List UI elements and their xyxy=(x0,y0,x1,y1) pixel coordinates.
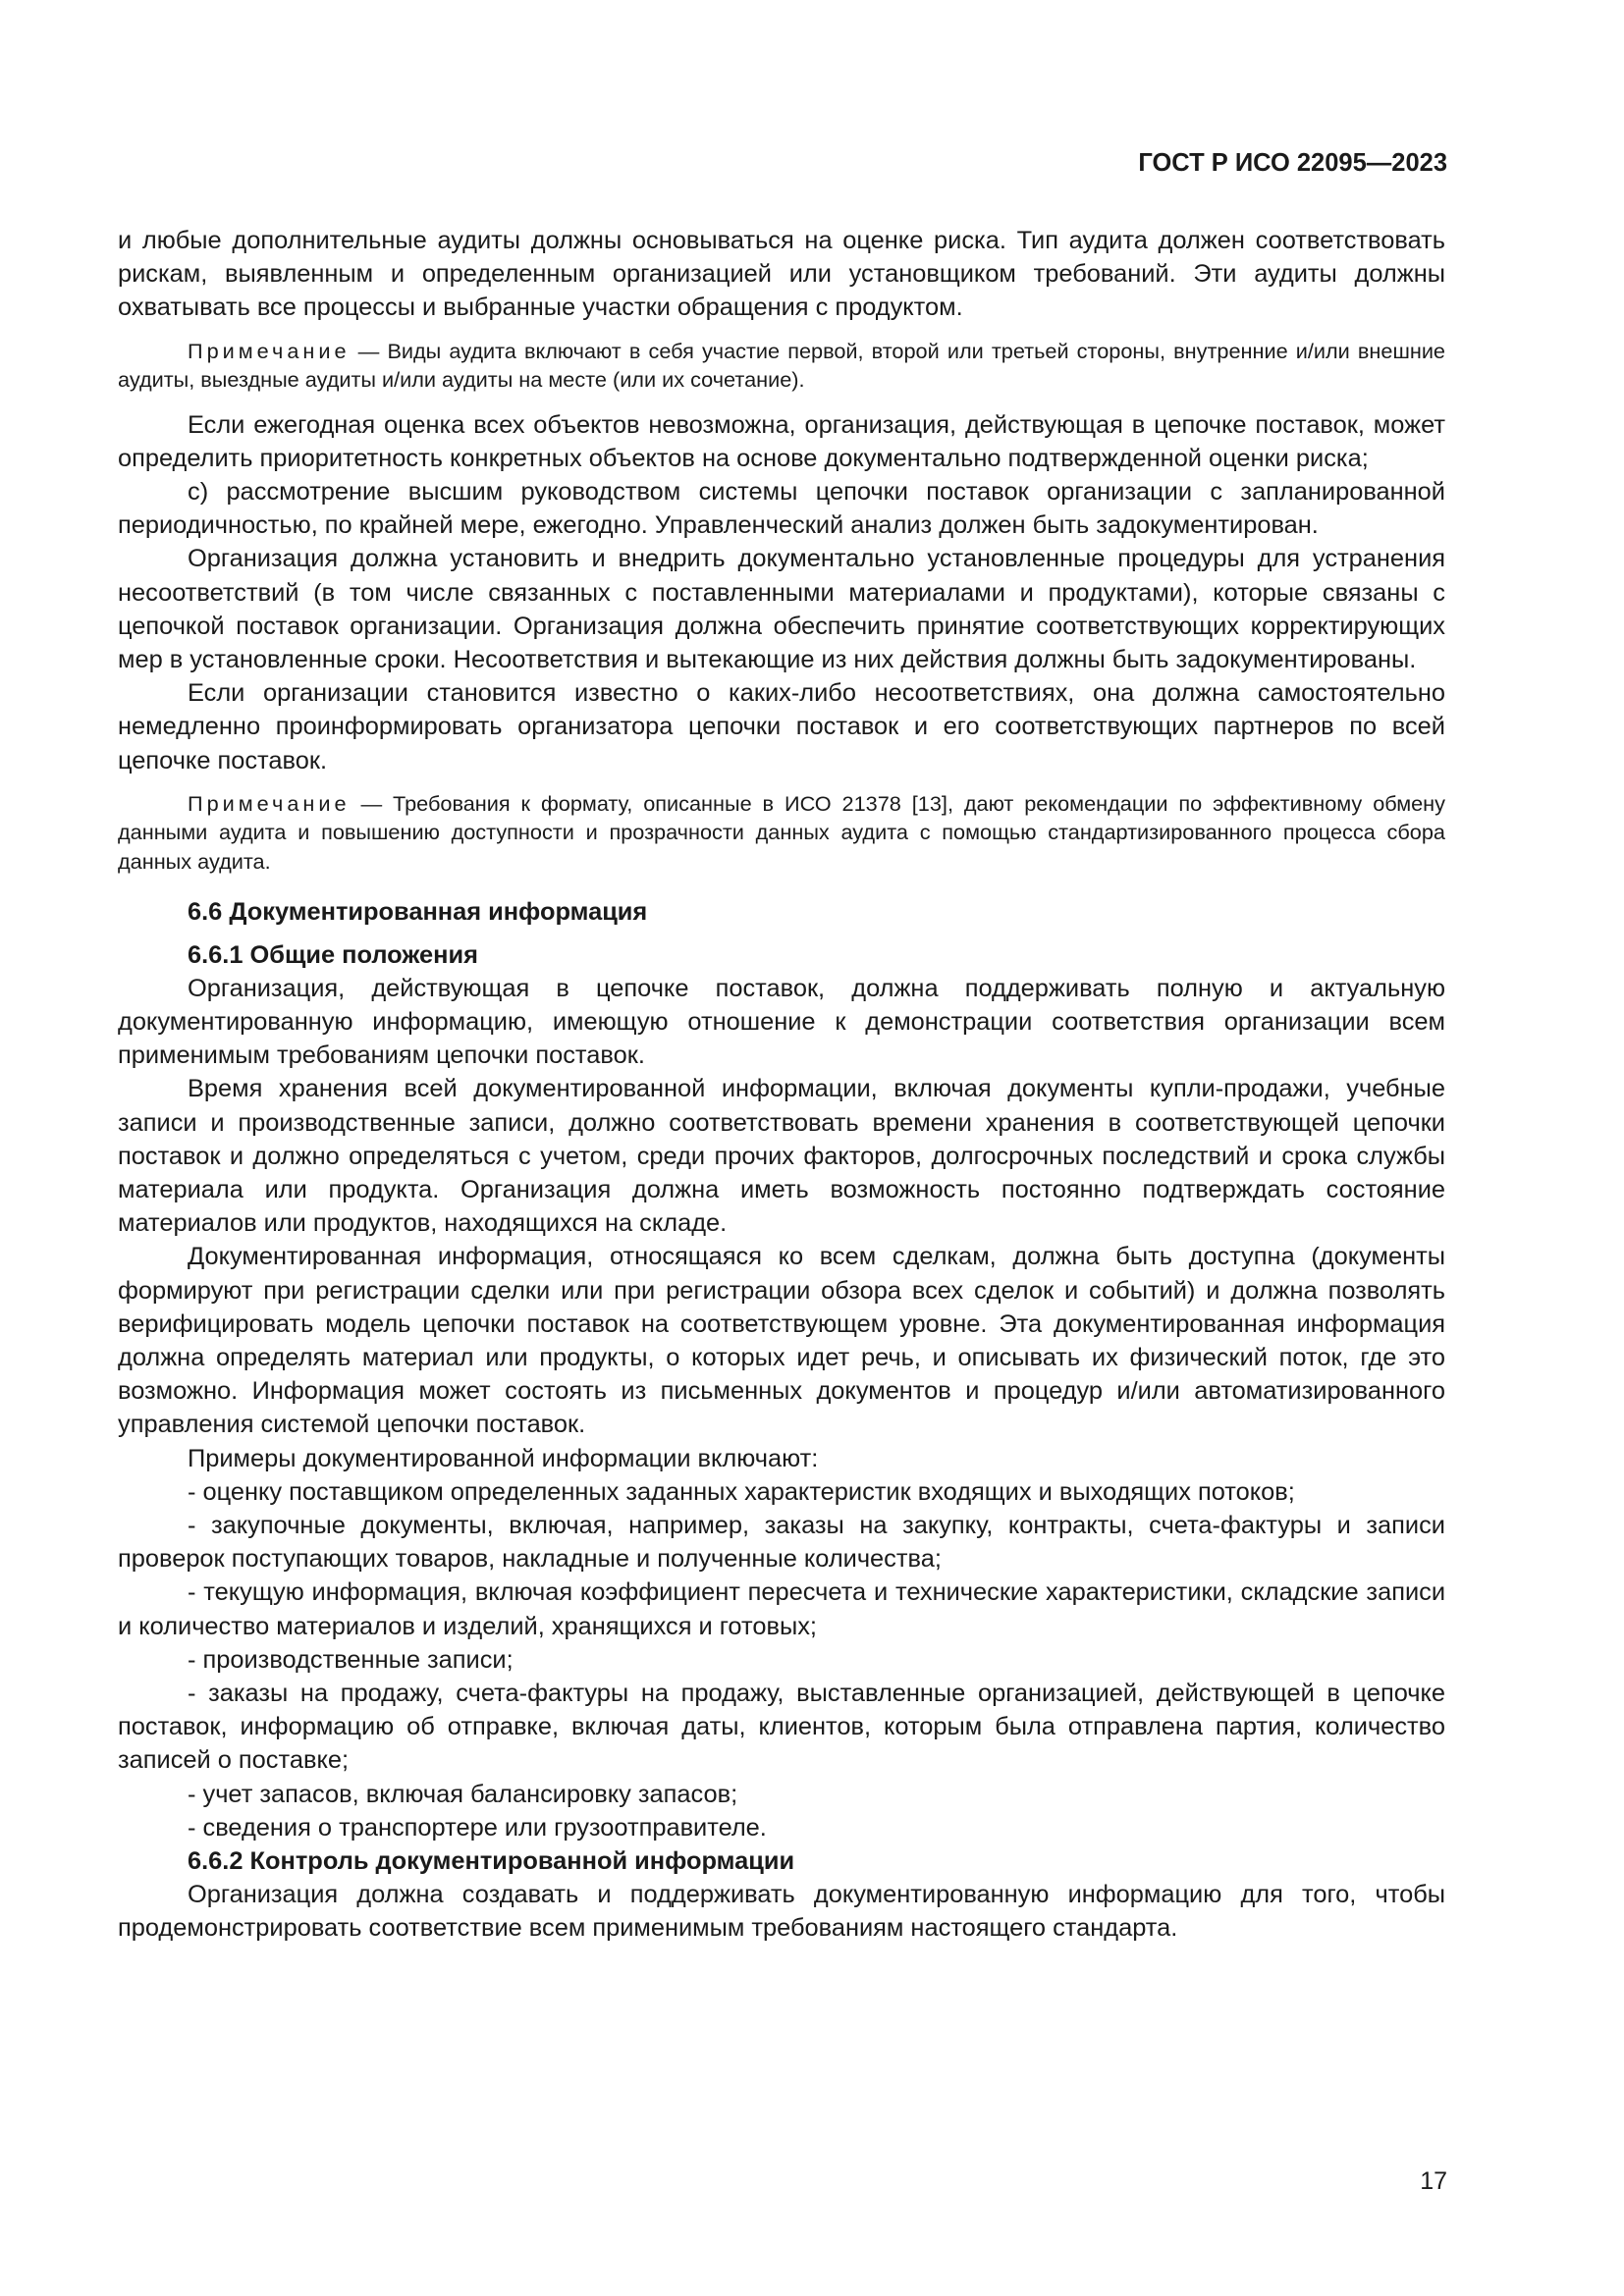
page-number: 17 xyxy=(1420,2167,1447,2195)
paragraph-nonconformities: Организация должна установить и внедрить документально установленные процедуры для устранения несоответствий (в том числе связанных с поставленными материалами и продуктами), которые связаны с цепочкой поставок организации. Организация должна обеспечить принятие соответствующих корректирующих мер в установленные сроки. Несоответствия и вытекающие из них действия должны быть задокументированы. xyxy=(118,545,1445,674)
paragraph-management-review: с) рассмотрение высшим руководством системы цепочки поставок организации с запланированной периодичностью, по крайней мере, ежегодно. Управленческий анализ должен быть задокументирован. xyxy=(118,478,1445,540)
list-item: - заказы на продажу, счета-фактуры на продажу, выставленные организацией, действующей в цепочке поставок, информацию об отправке, включая даты, клиентов, которым была отправлена партия, количество записей о поставке; xyxy=(118,1680,1445,1775)
paragraph-control-documented-info: Организация должна создавать и поддерживать документированную информацию для того, чтобы продемонстрировать соответствие всем применимым требованиям настоящего стандарта. xyxy=(118,1881,1445,1943)
paragraph-inform-organizer: Если организации становится известно о каких-либо несоответствиях, она должна самостоятельно немедленно проинформировать организатора цепочки поставок и его соответствующих партнеров по всей цепочке поставок. xyxy=(118,679,1445,774)
note-text: — Виды аудита включают в себя участие первой, второй или третьей стороны, внутренние и/или внешние аудиты, выездные аудиты и/или аудиты на месте (или их сочетание). xyxy=(118,338,1445,393)
list-item: - учет запасов, включая балансировку запасов; xyxy=(188,1780,738,1808)
note-format-requirements xyxy=(118,789,1445,877)
list-item: - сведения о транспортере или грузоотправителе. xyxy=(188,1813,767,1842)
document-body xyxy=(118,224,1445,1946)
paragraph-retention-time: Время хранения всей документированной информации, включая документы купли-продажи, учебные записи и производственные записи, должно соответствовать времени хранения в соответствующей цепочки поставок и должно определяться с учетом, среди прочих факторов, долгосрочных последствий и срока службы материала или продукта. Организация должна иметь возможность постоянно подтверждать состояние материалов или продуктов, находящихся на складе. xyxy=(118,1075,1445,1238)
list-item: - текущую информация, включая коэффициент пересчета и технические характеристики, складские записи и количество материалов и изделий, хранящихся и готовых; xyxy=(118,1578,1445,1640)
section-heading-6-6: 6.6 Документированная информация xyxy=(188,898,648,927)
paragraph-examples-intro: Примеры документированной информации включают: xyxy=(188,1444,819,1472)
note-audit-types xyxy=(118,337,1445,395)
paragraph-audits-risk: и любые дополнительные аудиты должны основываться на оценке риска. Тип аудита должен соответствовать рискам, выявленным и определенным организацией или установщиком требований. Эти аудиты должны охватывать все процессы и выбранные участки обращения с продуктом. xyxy=(118,227,1445,322)
section-heading-6-6-1: 6.6.1 Общие положения xyxy=(188,940,478,969)
note-text: — Требования к формату, описанные в ИСО 21378 [13], дают рекомендации по эффективному обмену данными аудита и повышению доступности и прозрачности данных аудита с помощью стандартизированного процесса сбора данных аудита. xyxy=(118,790,1445,874)
list-item: - закупочные документы, включая, например, заказы на закупку, контракты, счета-фактуры и записи проверок поступающих товаров, накладные и полученные количества; xyxy=(118,1512,1445,1574)
section-heading-6-6-2: 6.6.2 Контроль документированной информации xyxy=(188,1847,795,1876)
note-label: Примечание xyxy=(188,338,351,363)
paragraph-documented-info: Организация, действующая в цепочке поставок, должна поддерживать полную и актуальную документированную информацию, имеющую отношение к демонстрации соответствия организации всем применимым требованиям цепочки поставок. xyxy=(118,974,1445,1070)
note-label: Примечание xyxy=(188,790,351,816)
paragraph-annual-assessment: Если ежегодная оценка всех объектов невозможна, организация, действующая в цепочке поставок, может определить приоритетность конкретных объектов на основе документально подтвержденной оценки риска; xyxy=(118,410,1445,472)
list-item: - производственные записи; xyxy=(188,1645,514,1674)
paragraph-transactions: Документированная информация, относящаяся ко всем сделкам, должна быть доступна (документы формируют при регистрации сделки или при регистрации обзора всех сделок и событий) и должна позволять верифицировать модель цепочки поставок на соответствующем уровне. Эта документированная информация должна определять материал или продукты, о которых идет речь, и описывать их физический поток, где это возможно. Информация может состоять из письменных документов и процедур и/или автоматизированного управления системой цепочки поставок. xyxy=(118,1243,1445,1439)
list-item: - оценку поставщиком определенных заданных характеристик входящих и выходящих потоков; xyxy=(188,1477,1295,1506)
document-code-header: ГОСТ Р ИСО 22095—2023 xyxy=(1138,149,1447,177)
